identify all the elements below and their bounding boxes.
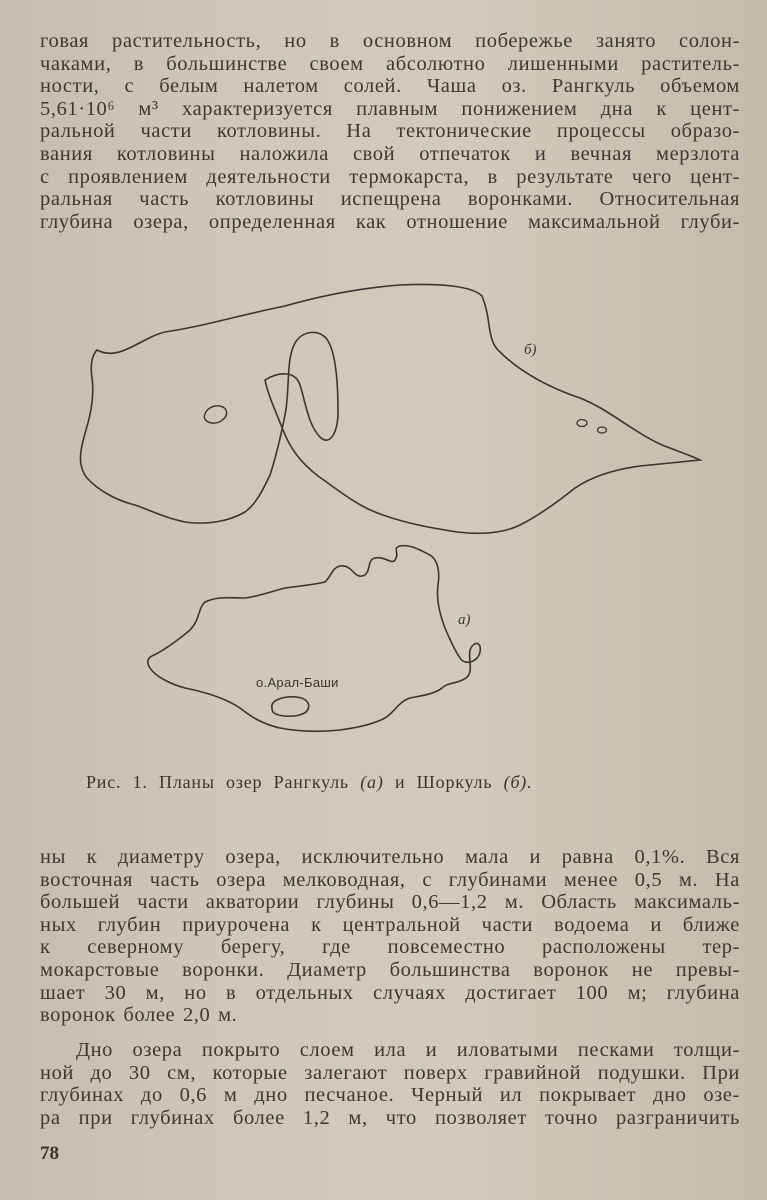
island-label: о.Арал-Баши bbox=[256, 675, 339, 690]
label-a: а) bbox=[458, 612, 471, 628]
text-line: ральная часть котловины испещрена воронками. Относительная bbox=[40, 188, 740, 211]
text-line: с проявлением деятельности термокарста, в результате чего цент- bbox=[40, 165, 740, 188]
caption-a: (а) bbox=[360, 772, 384, 792]
lake-plans-figure bbox=[0, 270, 767, 750]
caption-prefix: Рис. 1. Планы озер Рангкуль bbox=[86, 772, 349, 792]
text-line: 5,61·10⁶ м³ характеризуется плавным понижением дна к цент- bbox=[40, 97, 740, 120]
text-line: глубинах до 0,6 м дно песчаное. Черный ил покрывает дно озе- bbox=[40, 1084, 740, 1107]
text-line: восточная часть озера мелководная, с глубинами менее 0,5 м. На bbox=[40, 868, 740, 891]
figure-caption bbox=[86, 772, 532, 793]
island-outline bbox=[577, 420, 587, 427]
text-line: воронок более 2,0 м. bbox=[40, 1004, 238, 1027]
text-line: ности, с белым налетом солей. Чаша оз. Рангкуль объемом bbox=[40, 75, 740, 98]
text-line: мокарстовые воронки. Диаметр большинства воронок не превы- bbox=[40, 958, 740, 981]
text-line: ных глубин приурочена к центральной части водоема и ближе bbox=[40, 913, 740, 936]
text-line: большей части акватории глубины 0,6—1,2 м. Область максималь- bbox=[40, 891, 740, 914]
page-number: 78 bbox=[40, 1143, 59, 1164]
text-line: вания котловины наложила свой отпечаток и вечная мерзлота bbox=[40, 142, 740, 165]
island-outline bbox=[204, 406, 226, 423]
text-line: ны к диаметру озера, исключительно мала и равна 0,1%. Вся bbox=[40, 846, 740, 868]
text-line: ной до 30 см, которые залегают поверх гравийной подушки. При bbox=[40, 1061, 740, 1084]
paragraph-middle bbox=[40, 846, 740, 1027]
text-line: к северному берегу, где повсеместно расположены тер- bbox=[40, 936, 740, 959]
caption-mid: и Шоркуль bbox=[394, 772, 493, 792]
lake-rangkul-outline bbox=[148, 546, 480, 732]
text-line: ра при глубинах более 1,2 м, что позволяет точно разграничить bbox=[40, 1106, 740, 1129]
text-line: глубина озера, определенная как отношение максимальной глуби- bbox=[40, 210, 740, 233]
island-outline bbox=[598, 427, 607, 433]
paragraph-bottom bbox=[40, 1039, 740, 1129]
text-line: ральной части котловины. На тектонические процессы образо- bbox=[40, 120, 740, 143]
island-outline bbox=[272, 697, 309, 716]
text-line: чаками, в большинстве своем абсолютно лишенными раститель- bbox=[40, 52, 740, 75]
text-line: говая растительность, но в основном побережье занято солон- bbox=[40, 30, 740, 52]
text-line: Дно озера покрыто слоем ила и иловатыми песками толщи- bbox=[76, 1039, 740, 1061]
lake-shorkul-outline bbox=[80, 284, 700, 533]
label-b: б) bbox=[524, 342, 537, 358]
paragraph-top bbox=[40, 30, 740, 233]
caption-b: (б). bbox=[503, 772, 533, 792]
text-line: шает 30 м, но в отдельных случаях достигает 100 м; глубина bbox=[40, 981, 740, 1004]
